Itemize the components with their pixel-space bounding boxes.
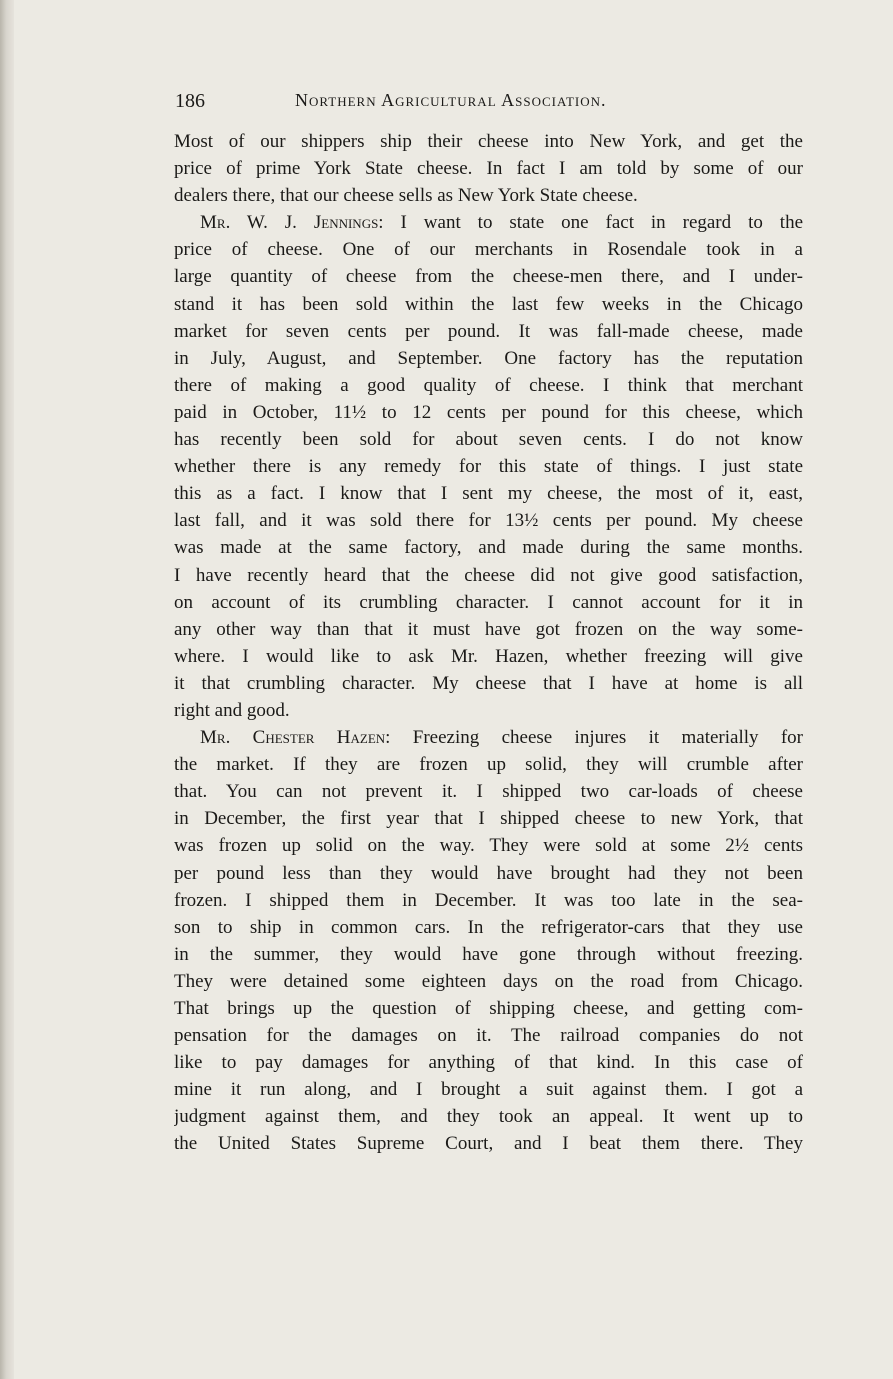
text-line: [174, 209, 803, 236]
speaker-name: Mr. W. J. Jennings:: [200, 212, 384, 234]
text-line: the United States Supreme Court, and I beat them there. They: [174, 1133, 803, 1155]
text-line: that. You can not prevent it. I shipped two car-loads of cheese: [174, 781, 803, 803]
text-line: large quantity of cheese from the cheese-men there, and I under-: [174, 266, 803, 288]
text-line: on account of its crumbling character. I cannot account for it in: [174, 591, 803, 613]
text-line: market for seven cents per pound. It was fall-made cheese, made: [174, 320, 803, 342]
text-line: price of prime York State cheese. In fact I am told by some of our: [174, 158, 803, 180]
text-line: price of cheese. One of our merchants in Rosendale took in a: [174, 239, 803, 261]
text-line: pensation for the damages on it. The railroad companies do not: [174, 1025, 803, 1047]
text-line: right and good.: [174, 699, 290, 721]
text-line: was frozen up solid on the way. They were sold at some 2½ cents: [174, 835, 803, 857]
page-binding-edge: [0, 0, 14, 1379]
text-line: was made at the same factory, and made during the same months.: [174, 537, 803, 559]
text-line: there of making a good quality of cheese. I think that merchant: [174, 374, 803, 396]
text-line: I have recently heard that the cheese did not give good satisfaction,: [174, 564, 803, 586]
text-line: [174, 724, 803, 751]
text-line: in July, August, and September. One factory has the reputation: [174, 347, 803, 369]
text-fragment: Freezing cheese injures it materially for: [390, 727, 803, 749]
text-line: this as a fact. I know that I sent my cheese, the most of it, east,: [174, 483, 803, 505]
text-line: stand it has been sold within the last few weeks in the Chicago: [174, 293, 803, 315]
text-line: Most of our shippers ship their cheese into New York, and get the: [174, 131, 803, 152]
text-line: paid in October, 11½ to 12 cents per pound for this cheese, which: [174, 401, 803, 423]
text-line: They were detained some eighteen days on the road from Chicago.: [174, 970, 803, 992]
text-line: like to pay damages for anything of that kind. In this case of: [174, 1052, 803, 1074]
text-fragment: I want to state one fact in regard to the: [383, 212, 803, 234]
text-line: it that crumbling character. My cheese that I have at home is all: [174, 672, 803, 694]
text-line: per pound less than they would have brought had they not been: [174, 862, 803, 884]
running-title: Northern Agricultural Association.: [295, 90, 607, 110]
text-line: That brings up the question of shipping cheese, and getting com-: [174, 998, 803, 1019]
text-line: in the summer, they would have gone through without freezing.: [174, 943, 803, 965]
text-line: mine it run along, and I brought a suit against them. I got a: [174, 1079, 803, 1101]
text-line: whether there is any remedy for this state of things. I just state: [174, 456, 803, 478]
text-line: has recently been sold for about seven cents. I do not know: [174, 429, 803, 451]
text-line: frozen. I shipped them in December. It was too late in the sea-: [174, 889, 803, 911]
speaker-name: Mr. Chester Hazen:: [200, 727, 391, 749]
text-line: any other way than that it must have got frozen on the way some-: [174, 618, 803, 640]
text-line: last fall, and it was sold there for 13½ cents per pound. My cheese: [174, 510, 803, 532]
text-line: the market. If they are frozen up solid, they will crumble after: [174, 754, 803, 776]
text-line: dealers there, that our cheese sells as New York State cheese.: [174, 185, 638, 207]
text-line: judgment against them, and they took an appeal. It went up to: [174, 1106, 803, 1128]
body-text: [174, 128, 803, 1158]
text-line: in December, the first year that I shipped cheese to new York, that: [174, 808, 803, 830]
page-header: [175, 90, 715, 120]
text-line: where. I would like to ask Mr. Hazen, whether freezing will give: [174, 645, 803, 667]
page-number: 186: [175, 90, 205, 112]
text-line: son to ship in common cars. In the refrigerator-cars that they use: [174, 916, 803, 938]
